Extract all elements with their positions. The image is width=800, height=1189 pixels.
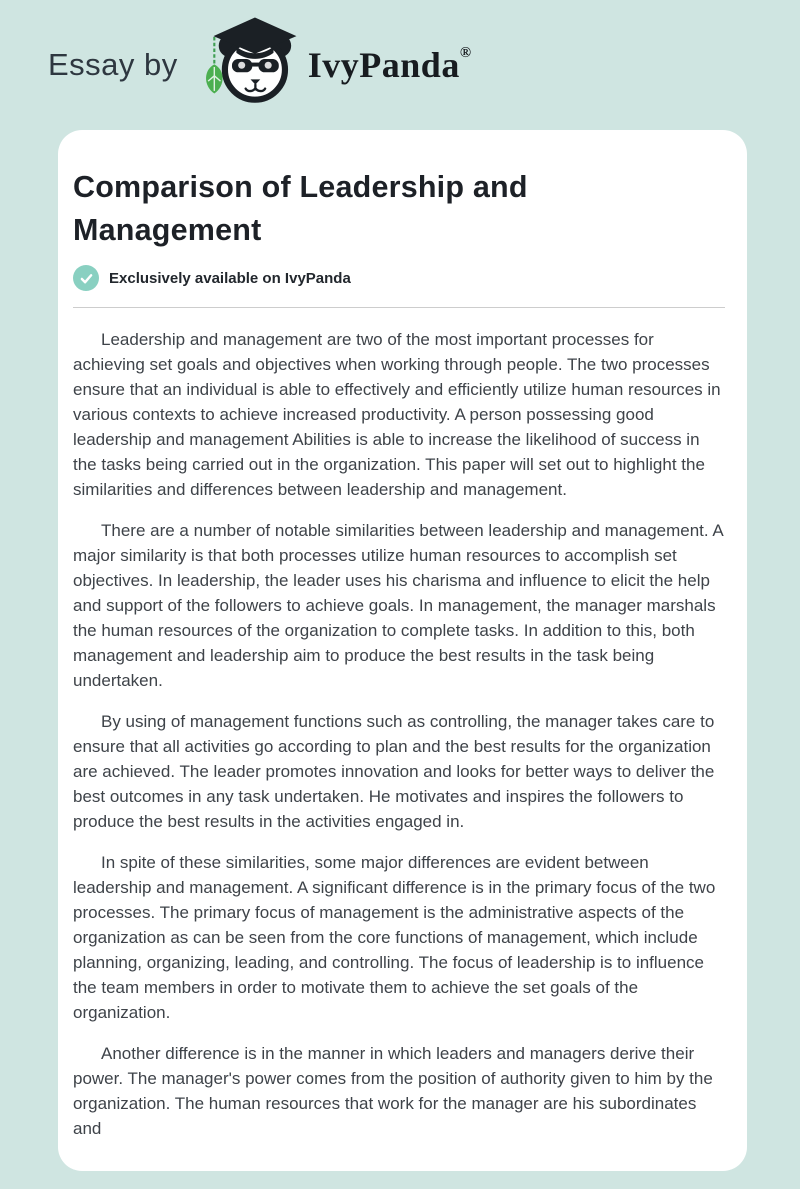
registered-mark: ® [459, 45, 472, 61]
divider [73, 307, 725, 308]
essay-card [58, 130, 747, 1171]
essay-by-label: Essay by [48, 47, 178, 82]
badge-label: Exclusively available on IvyPanda [109, 269, 351, 287]
essay-title: Comparison of Leadership and Management [73, 170, 528, 247]
essay-paragraph: Another difference is in the manner in which leaders and managers derive their power. The manager's power comes from the position of authority given to him by the organization. The human resources that work for the manager are his subordinates and [73, 1044, 713, 1138]
brand-wordmark: IvyPanda [307, 45, 460, 85]
essay-paragraph: In spite of these similarities, some major differences are evident between leadership and management. A significant difference is in the primary focus of the two processes. The primary focus of management is the administrative aspects of the organization as can be seen from the core functions of management, which include planning, organizing, leading, and controlling. The focus of leadership is to influence the team members in order to motivate them to achieve the set goals of the organization. [73, 853, 716, 1022]
brand-name [308, 44, 472, 86]
essay-paragraph: By using of management functions such as controlling, the manager takes care to ensure that all activities go according to plan and the best results for the organization are achieved. The leader promotes innovation and looks for better ways to deliver the best outcomes in any task undertaken. He motivates and inspires the followers to produce the best results in the activities engaged in. [73, 712, 715, 831]
essay-paragraph: Leadership and management are two of the most important processes for achieving set goals and objectives when working through people. The two processes ensure that an individual is able to effectively and efficiently utilize human resources in various contexts to achieve increased productivity. A person possessing good leadership and management Abilities is able to increase the likelihood of success in the tasks being carried out in the organization. This paper will set out to highlight the similarities and differences between leadership and management. [73, 330, 721, 499]
check-icon [73, 265, 99, 291]
essay-paragraph: There are a number of notable similarities between leadership and management. A major similarity is that both processes utilize human resources to accomplish set objectives. In leadership, the leader uses his charisma and influence to elicit the help and support of the followers to achieve goals. In management, the manager marshals the human resources of the organization to complete tasks. In addition to this, both management and leadership aim to produce the best results in the task being undertaken. [73, 521, 723, 690]
essay-body [73, 327, 725, 1141]
page-header [0, 0, 800, 130]
ivypanda-panda-logo-icon [194, 14, 300, 110]
exclusive-badge [73, 265, 725, 291]
